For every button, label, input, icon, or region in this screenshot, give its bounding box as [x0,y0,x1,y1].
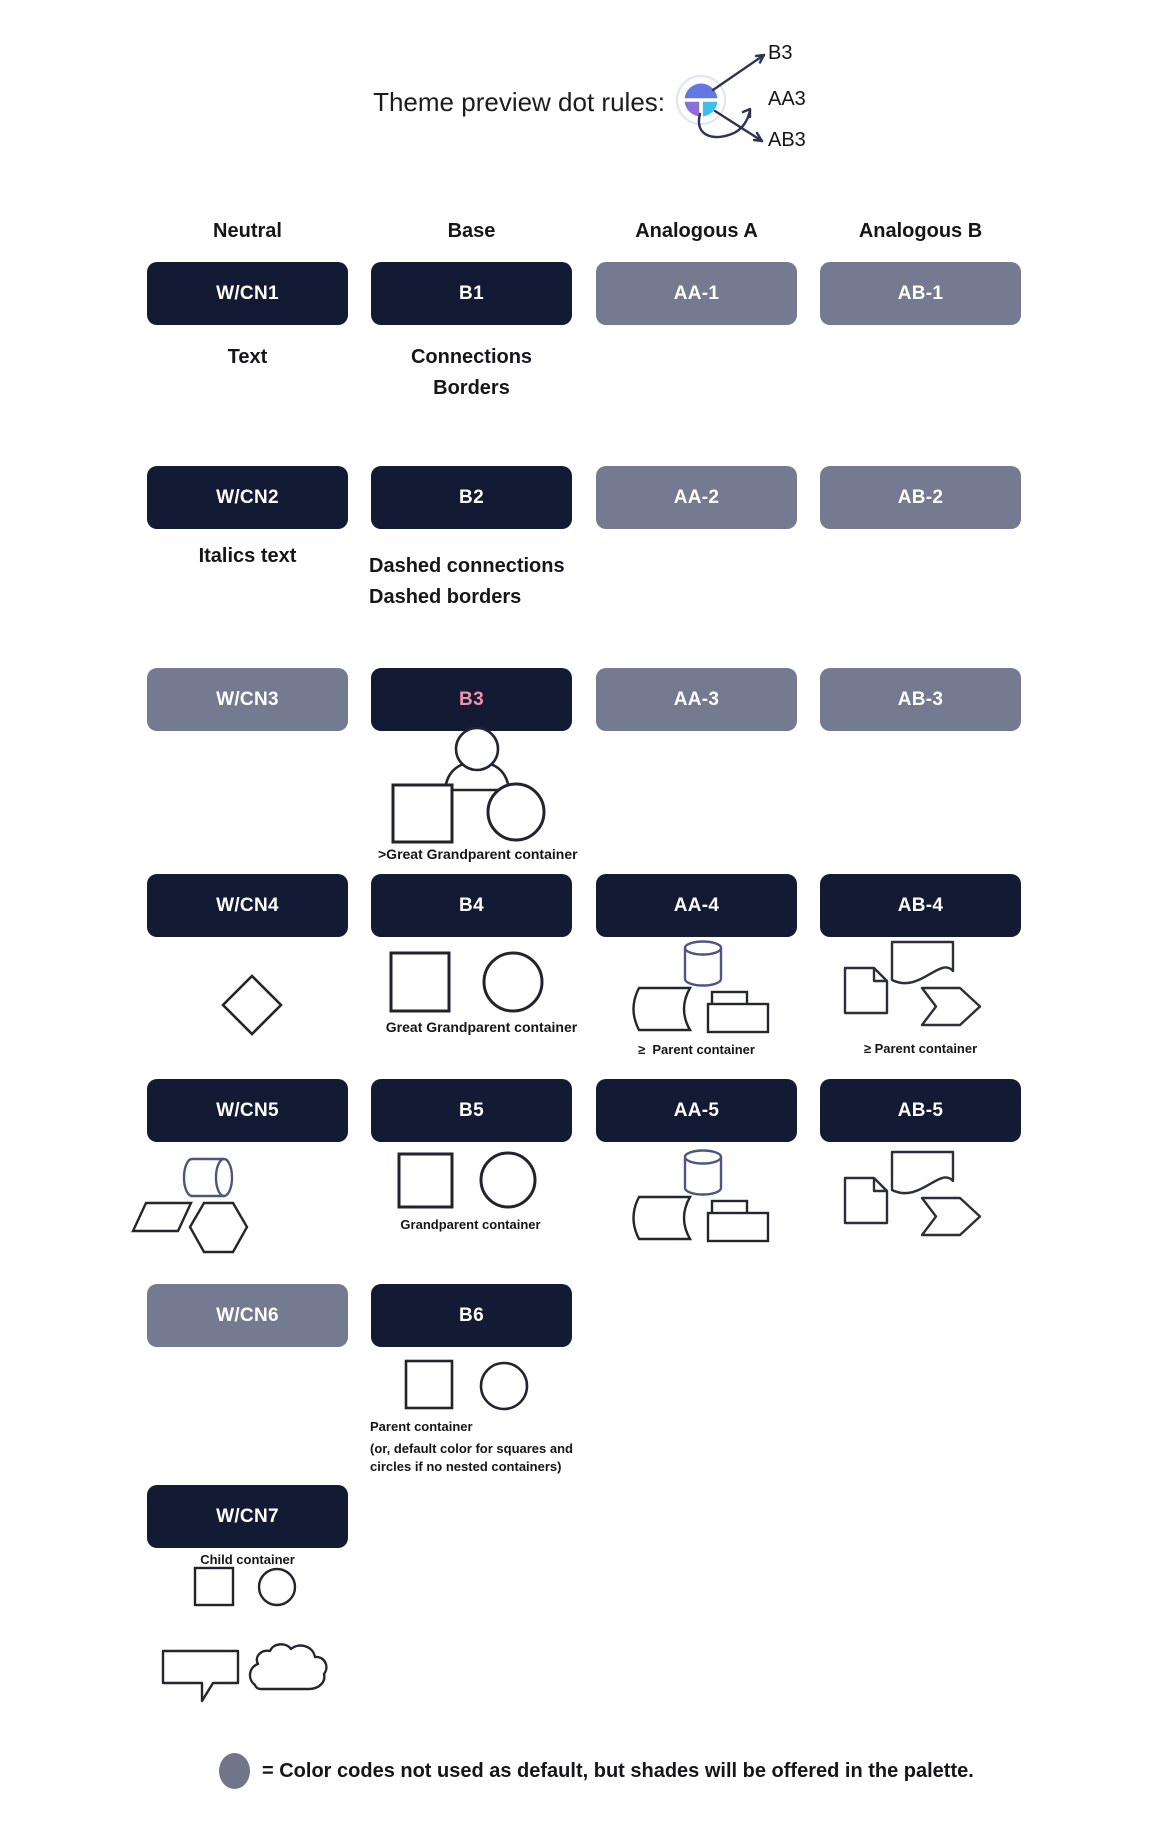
caption-child-container: Child container [200,1552,295,1567]
swatch-b5: B5 [371,1079,572,1142]
circle-shape [484,953,542,1011]
square-shape [393,785,452,842]
caption-parent-aa4: ≥ Parent container [638,1042,755,1057]
hexagon-shape [190,1203,247,1252]
caption-parent-b6-note2: circles if no nested containers) [370,1459,562,1474]
caption-italics-text: Italics text [198,545,297,567]
swatch-wcn1: W/CN1 [147,262,348,325]
cloud-shape [243,1636,338,1698]
b3-shapes [385,720,560,848]
swatch-b2: B2 [371,466,572,529]
circle-shape [481,1153,535,1207]
horizontal-cylinder-end [216,1159,232,1196]
swatch-aa2: AA-2 [596,466,797,529]
caption-parent-b6: Parent container [370,1419,473,1434]
square-shape [195,1568,233,1605]
cylinder-top [685,942,721,955]
swatch-ab5: AB-5 [820,1079,1021,1142]
page-title: Theme preview dot rules: [373,87,665,117]
document-shape [845,1178,887,1223]
swatch-aa3: AA-3 [596,668,797,731]
legend-text: = Color codes not used as default, but shades will be offered in the palette. [262,1760,974,1782]
circle-shape [488,784,544,840]
swatch-wcn4: W/CN4 [147,874,348,937]
ab5-shapes [838,1148,988,1240]
caption-grandparent-b5: Grandparent container [400,1217,541,1232]
dot-rule-label-aa3: AA3 [768,88,806,110]
legend-gray-dot [219,1753,250,1789]
person-head-icon [456,728,498,770]
speech-bubble-icon [163,1651,238,1701]
folder-shape [708,1213,768,1241]
stored-data-shape [634,988,691,1030]
wave-card-shape [892,1152,953,1193]
theme-preview-dot-diagram [640,28,775,163]
swatch-ab3: AB-3 [820,668,1021,731]
swatch-aa5: AA-5 [596,1079,797,1142]
chevron-arrow-shape [922,988,980,1025]
swatch-wcn7: W/CN7 [147,1485,348,1548]
cloud-icon [250,1644,326,1689]
swatch-wcn6: W/CN6 [147,1284,348,1347]
dot-ring [677,76,725,124]
caption-text: Text [227,346,268,368]
swatch-b1: B1 [371,262,572,325]
caption-great-grandparent-b4: Great Grandparent container [385,1019,578,1035]
folder-shape [708,1004,768,1032]
caption-dashed-connections: Dashed connections [369,555,565,577]
aa5-shapes [625,1144,775,1244]
swatch-wcn3: W/CN3 [147,668,348,731]
swatch-wcn5: W/CN5 [147,1079,348,1142]
circle-shape [481,1363,527,1409]
cylinder-top [685,1151,721,1164]
dot-rule-label-b3: B3 [768,42,793,64]
dot-rule-label-ab3: AB3 [768,129,806,151]
column-header-base: Base [447,220,496,242]
swatch-aa1: AA-1 [596,262,797,325]
stored-data-shape [634,1197,691,1239]
swatch-b6: B6 [371,1284,572,1347]
caption-parent-ab4: ≥ Parent container [863,1041,978,1056]
aa4-shapes [625,935,775,1035]
ab4-shapes [838,938,988,1030]
wcn5-shapes [125,1150,255,1258]
swatch-ab1: AB-1 [820,262,1021,325]
chevron-arrow-shape [922,1198,980,1235]
arrowhead-aa3 [743,109,750,117]
arrow-to-b3 [713,55,764,90]
caption-great-grandparent-b3: >Great Grandparent container [378,846,578,862]
column-header-analogous-a: Analogous A [635,220,758,242]
b6-shapes [398,1356,538,1414]
caption-borders: Borders [433,377,510,399]
speech-bubble-shape [155,1645,250,1707]
b4-shapes [385,948,560,1018]
swatch-ab4: AB-4 [820,874,1021,937]
wcn7-shapes [188,1562,308,1612]
swatch-wcn2: W/CN2 [147,466,348,529]
column-header-neutral: Neutral [213,220,282,242]
wave-card-shape [892,942,953,983]
wcn4-diamond-shape [220,973,285,1038]
square-shape [391,953,449,1011]
swatch-ab2: AB-2 [820,466,1021,529]
swatch-aa4: AA-4 [596,874,797,937]
swatch-b4: B4 [371,874,572,937]
parallelogram-shape [133,1203,191,1231]
square-shape [406,1361,452,1408]
caption-parent-b6-note1: (or, default color for squares and [370,1441,573,1456]
caption-connections: Connections [410,346,533,368]
document-shape [845,968,887,1013]
column-header-analogous-b: Analogous B [858,220,983,242]
square-shape [399,1154,452,1207]
diamond-shape [223,976,281,1034]
b5-shapes [390,1148,550,1214]
swatch-b3: B3 [371,668,572,731]
caption-dashed-borders: Dashed borders [369,586,522,608]
circle-shape [259,1569,295,1605]
